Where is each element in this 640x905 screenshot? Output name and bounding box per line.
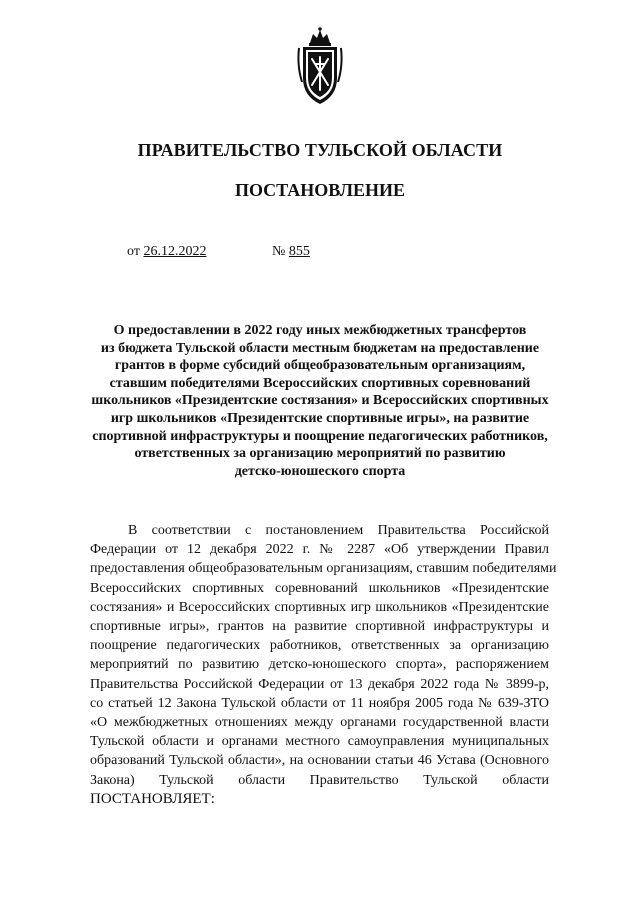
subject-line: ответственных за организацию мероприятий по развитию (134, 446, 506, 462)
subject-line: спортивной инфраструктуры и поощрение педагогических работников, (92, 428, 548, 444)
body-line: состязания» и Всероссийских спортивных игр школьников «Президентские (90, 599, 549, 615)
date-prefix: от (127, 244, 140, 259)
subject-line: детско-юношеского спорта (234, 463, 406, 479)
subject-line: ставшим победителями Всероссийских спортивных соревнований (109, 375, 531, 391)
date-line (127, 244, 206, 260)
body-line: спортивные игры», грантов на развитие спортивной инфраструктуры и (90, 619, 549, 635)
number-line (272, 244, 310, 260)
subject-line: школьников «Президентские состязания» и Всероссийских спортивных (91, 393, 549, 409)
body-line: со статьей 12 Закона Тульской области от 11 ноября 2005 года № 639-ЗТО (90, 695, 549, 711)
document-date: 26.12.2022 (143, 244, 207, 259)
government-title: ПРАВИТЕЛЬСТВО ТУЛЬСКОЙ ОБЛАСТИ (137, 140, 503, 160)
subject-line: игр школьников «Президентские спортивные игры», на развитие (110, 410, 530, 426)
body-line: Федерации от 12 декабря 2022 г. № 2287 «Об утверждении Правил (90, 542, 549, 558)
body-line: Правительства Российской Федерации от 13 декабря 2022 года № 3899-р, (90, 676, 549, 692)
tula-region-coat-of-arms-icon (295, 26, 345, 106)
body-line: В соответствии с постановлением Правительства Российской (128, 523, 549, 538)
body-line: мероприятий по развитию детско-юношеского спорта», распоряжением (90, 657, 549, 673)
document-type: ПОСТАНОВЛЕНИЕ (234, 180, 406, 200)
subject-line: О предоставлении в 2022 году иных межбюджетных трансфертов (113, 323, 527, 338)
body-line: Тульской области и органами местного самоуправления муниципальных (90, 734, 549, 750)
crown-icon (309, 27, 331, 46)
body-line: Всероссийских спортивных соревнований школьников «Президентские (90, 580, 549, 596)
resolution-keyword: ПОСТАНОВЛЯЕТ: (90, 790, 215, 807)
subject-line: грантов в форме субсидий общеобразовательным организациям, (114, 358, 526, 374)
document-subject (60, 322, 580, 480)
number-prefix: № (272, 244, 286, 259)
document-number: 855 (288, 244, 310, 259)
body-line: «О межбюджетных отношениях между органами государственной власти (90, 715, 549, 731)
body-line: предоставления общеобразовательным организациям, ставшим победителями (90, 561, 557, 577)
body-paragraph (90, 521, 557, 809)
subject-line: из бюджета Тульской области местным бюджетам на предоставление (100, 340, 540, 356)
body-line: поощрение педагогических работников, ответственных за организацию (90, 638, 549, 654)
body-line: образований Тульской области», на основании статьи 46 Устава (Основного (90, 753, 549, 769)
body-line: Закона) Тульской области Правительство Тульской области (90, 772, 549, 788)
